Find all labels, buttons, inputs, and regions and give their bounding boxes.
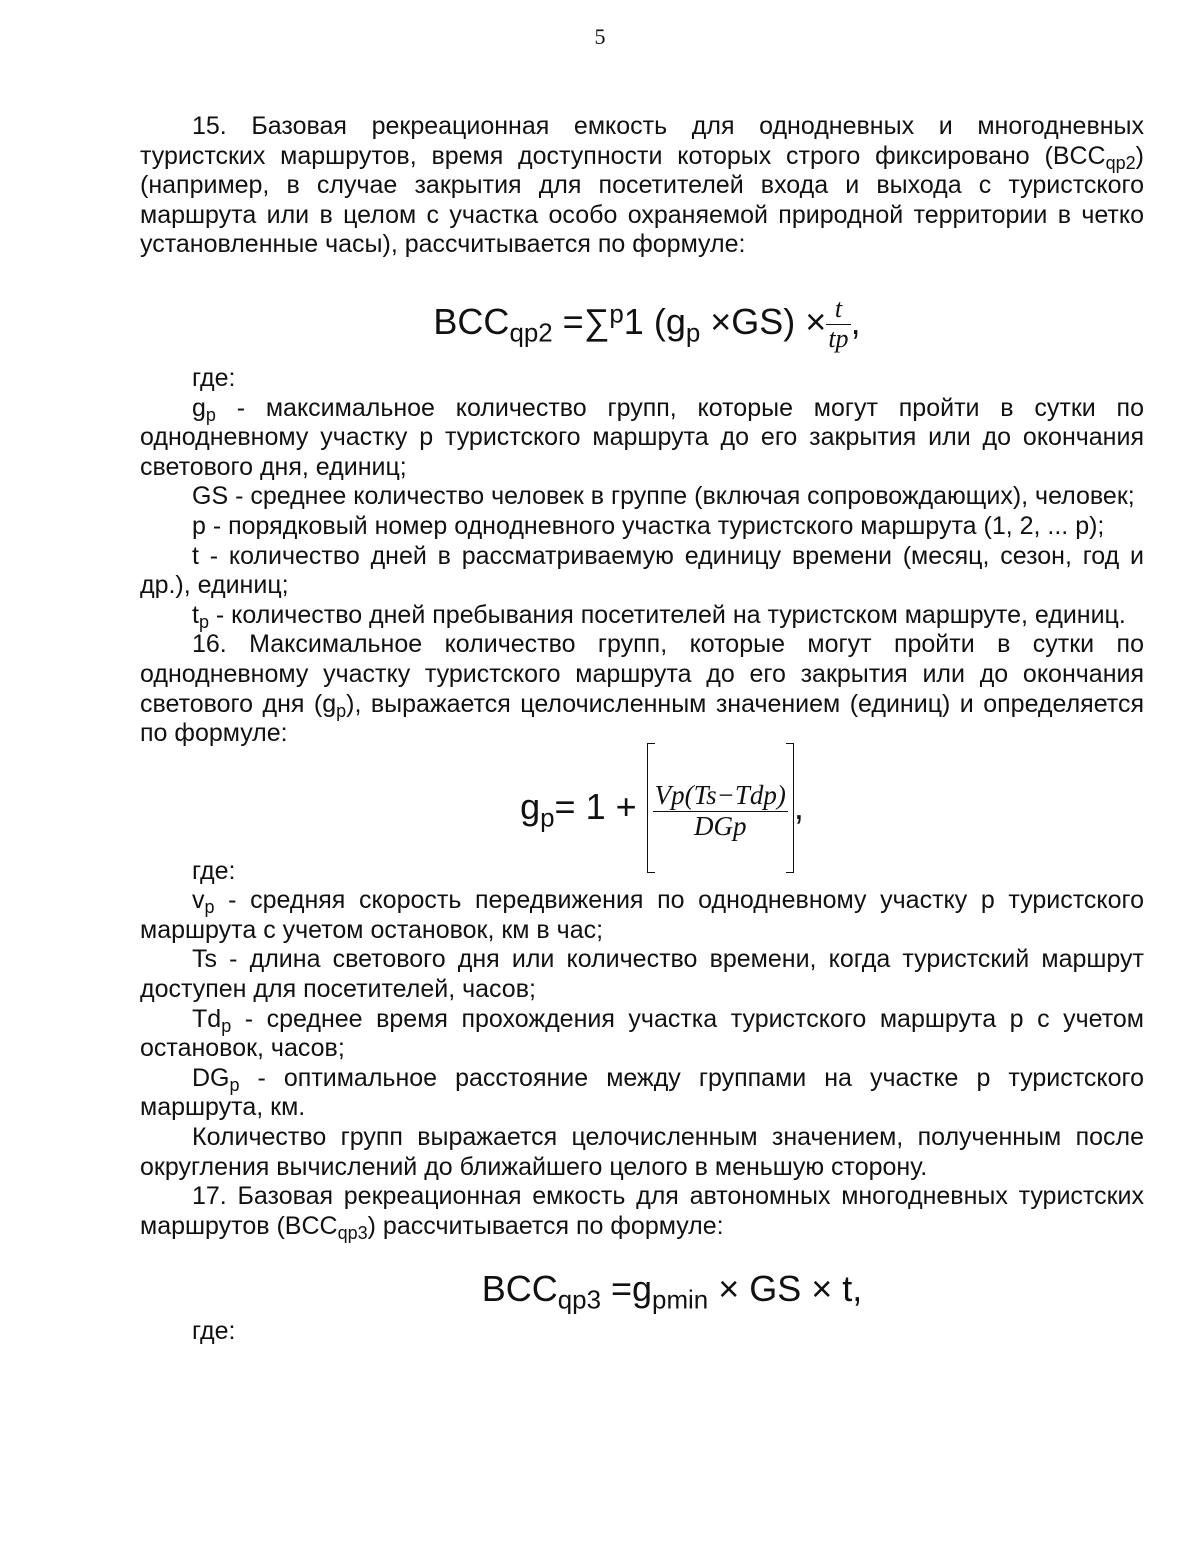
tp-definition: - количество дней пребывания посетителей на туристском маршруте, единиц.: [208, 600, 1126, 629]
def-ts: Ts - длина светового дня или количество времени, когда туристский маршрут доступен для посетителей, часов;: [140, 945, 1144, 1004]
page-number: 5: [594, 24, 606, 49]
formula1-denominator: tp: [828, 323, 849, 353]
formula-bcc-qp3: [140, 1261, 1144, 1317]
def-dg: [140, 1064, 1144, 1123]
formula2-fraction: [653, 781, 788, 841]
vp-definition: - средняя скорость передвижения по однодневному участку p туристского маршрута с учетом остановок, км в час;: [140, 886, 1144, 944]
paragraph-15-tail: ) (например, в случае закрытия для посетителей входа и выхода с туристского маршрута или в целом с участка особо охраняемой природной территории в четко установленные часы), рассчитывается по формуле:: [140, 141, 1144, 259]
bcc-label: (BCC: [1044, 141, 1106, 170]
vp-sub: p: [204, 897, 215, 918]
paragraph-16-tail: ), выражается целочисленным значением (единиц) и определяется по формуле:: [140, 689, 1144, 748]
def-t: t - количество дней в рассматриваемую единицу времени (месяц, сезон, год и др.), единиц;: [140, 541, 1144, 600]
paragraph-17-tail: ) рассчитывается по формуле:: [367, 1211, 724, 1240]
formula2-numerator: Vp(Ts−Tdp): [654, 780, 786, 811]
formula2-lhs-sub: p: [540, 803, 555, 832]
formula1-numerator: t: [826, 295, 850, 325]
formula1-gs: ×GS) ×: [700, 300, 827, 342]
formula3-g-sub: pmin: [652, 1286, 709, 1315]
gp-definition: - максимальное количество групп, которые могут пройти в сутки по однодневному участку p туристского маршрута до его закрытия или до окончания светового дня, единиц;: [140, 393, 1144, 481]
gp-sub: p: [205, 404, 216, 425]
def-tp: [140, 601, 1144, 631]
formula2-lhs: g: [520, 785, 541, 827]
bcc-subscript: qp2: [1105, 152, 1136, 173]
gp-symbol: g: [192, 393, 206, 422]
paragraph-16-sub: p: [336, 700, 347, 721]
groups-rounding-note: Количество групп выражается целочисленным значением, полученным после округления вычислений до ближайшего целого в меньшую сторону.: [140, 1123, 1144, 1181]
def-gs: GS - среднее количество человек в группе (включая сопровождающих), человек;: [192, 482, 1135, 511]
paragraph-17-sub: qp3: [337, 1222, 368, 1243]
td-sub: p: [221, 1015, 232, 1036]
dg-symbol: DG: [192, 1063, 230, 1092]
document-body: [140, 112, 1144, 1347]
paragraph-15-text: 15. Базовая рекреационная емкость для однодневных и многодневных туристских маршрутов, время доступности которых строго фиксировано: [140, 112, 1144, 170]
formula1-lhs-sub: qp2: [509, 319, 553, 348]
formula1-fraction: [826, 295, 850, 353]
formula2-denominator: DGp: [694, 811, 747, 842]
where-label-3: где:: [192, 1317, 236, 1346]
dg-definition: - оптимальное расстояние между группами на участке p туристского маршрута, км.: [140, 1063, 1144, 1122]
formula2-eq: = 1 +: [554, 785, 647, 827]
formula3-g: =g: [600, 1268, 653, 1310]
paragraph-15: [140, 112, 1144, 260]
formula1-sum-sup: p: [609, 300, 624, 329]
formula3-lhs: BCC: [481, 1268, 558, 1310]
formula2-floor-bracket: [647, 759, 794, 859]
tp-symbol: t: [192, 600, 199, 629]
dg-sub: p: [229, 1074, 240, 1095]
formula1-lhs: BCC: [433, 300, 510, 342]
tp-sub: p: [198, 611, 209, 632]
def-vp: [140, 886, 1144, 945]
formula1-sum: =∑: [552, 300, 610, 342]
formula1-g: (g: [643, 300, 686, 342]
paragraph-17: [140, 1182, 1144, 1241]
paragraph-16: [140, 630, 1144, 748]
def-gp: [140, 394, 1144, 483]
formula-gp: [140, 757, 1144, 857]
where-label-2: где:: [192, 856, 236, 885]
paragraph-17-text: 17. Базовая рекреационная емкость для автономных многодневных туристских маршрутов (BCC: [140, 1182, 1144, 1240]
formula1-sum-lower: 1: [623, 300, 644, 342]
formula3-rest: × GS × t,: [708, 1268, 863, 1310]
paragraph-16-text: 16. Максимальное количество групп, которые могут пройти в сутки по однодневному участку туристского маршрута до его закрытия или до окончания светового дня (g: [140, 630, 1144, 718]
formula1-comma: ,: [850, 300, 861, 342]
def-td: [140, 1005, 1144, 1064]
td-symbol: Td: [192, 1004, 222, 1033]
formula1-g-sub: p: [685, 319, 701, 348]
formula-bcc-qp2: [140, 280, 1144, 364]
formula2-comma: ,: [793, 785, 804, 827]
where-label-1: где:: [192, 363, 236, 392]
def-p: p - порядковый номер однодневного участка туристского маршрута (1, 2, ... p);: [192, 511, 1105, 540]
vp-symbol: v: [192, 886, 205, 915]
formula3-lhs-sub: qp3: [557, 1286, 601, 1315]
td-definition: - среднее время прохождения участка туристского маршрута p с учетом остановок, часов;: [140, 1004, 1144, 1063]
